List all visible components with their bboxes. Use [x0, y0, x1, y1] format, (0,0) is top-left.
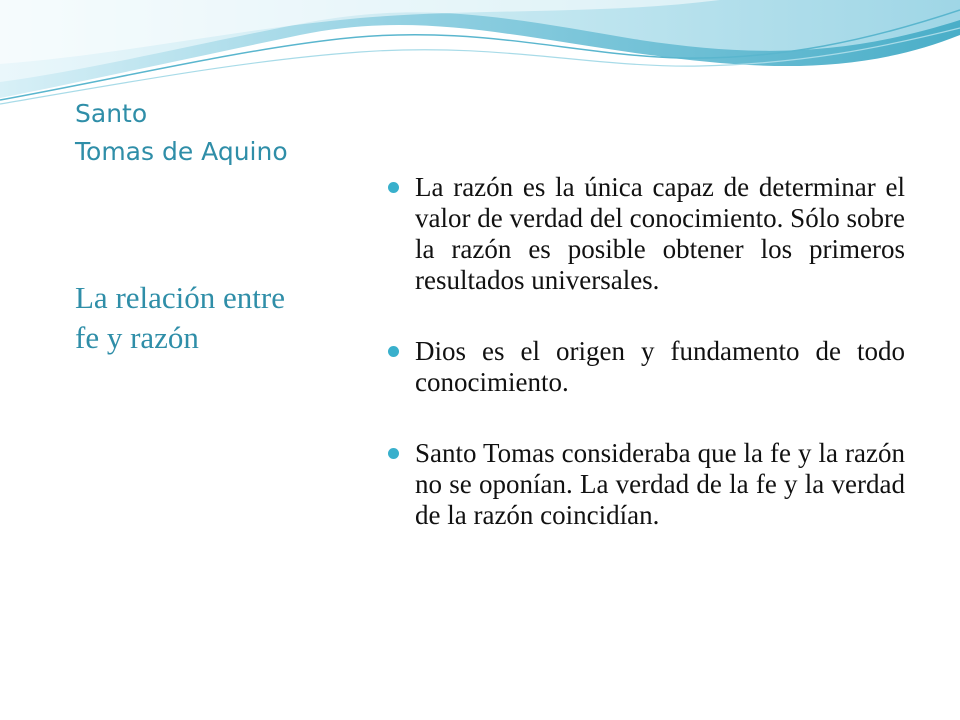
bullet-item-1 — [385, 172, 905, 296]
bullet-text: Santo Tomas consideraba que la fe y la razón no se oponían. La verdad de la fe y la verdad de la razón coincidían. — [415, 438, 905, 530]
bullet-dot-icon — [388, 448, 399, 459]
bullet-dot-icon — [388, 182, 399, 193]
bullet-text: Dios es el origen y fundamento de todo conocimiento. — [415, 336, 905, 397]
slide-subtitle — [75, 278, 365, 358]
bullet-item-2 — [385, 336, 905, 398]
bullet-text: La razón es la única capaz de determinar el valor de verdad del conocimiento. Sólo sobre la razón es posible obtener los primeros resultados universales. — [415, 172, 905, 295]
bullet-item-3 — [385, 438, 905, 531]
content-bullet-list — [385, 172, 905, 571]
slide-subtitle-line-2: fe y razón — [75, 320, 199, 355]
slide-title — [75, 95, 375, 171]
slide-title-line-2: Tomas de Aquino — [75, 137, 288, 166]
bullet-dot-icon — [388, 346, 399, 357]
slide-subtitle-line-1: La relación entre — [75, 280, 285, 315]
slide-title-line-1: Santo — [75, 99, 148, 128]
